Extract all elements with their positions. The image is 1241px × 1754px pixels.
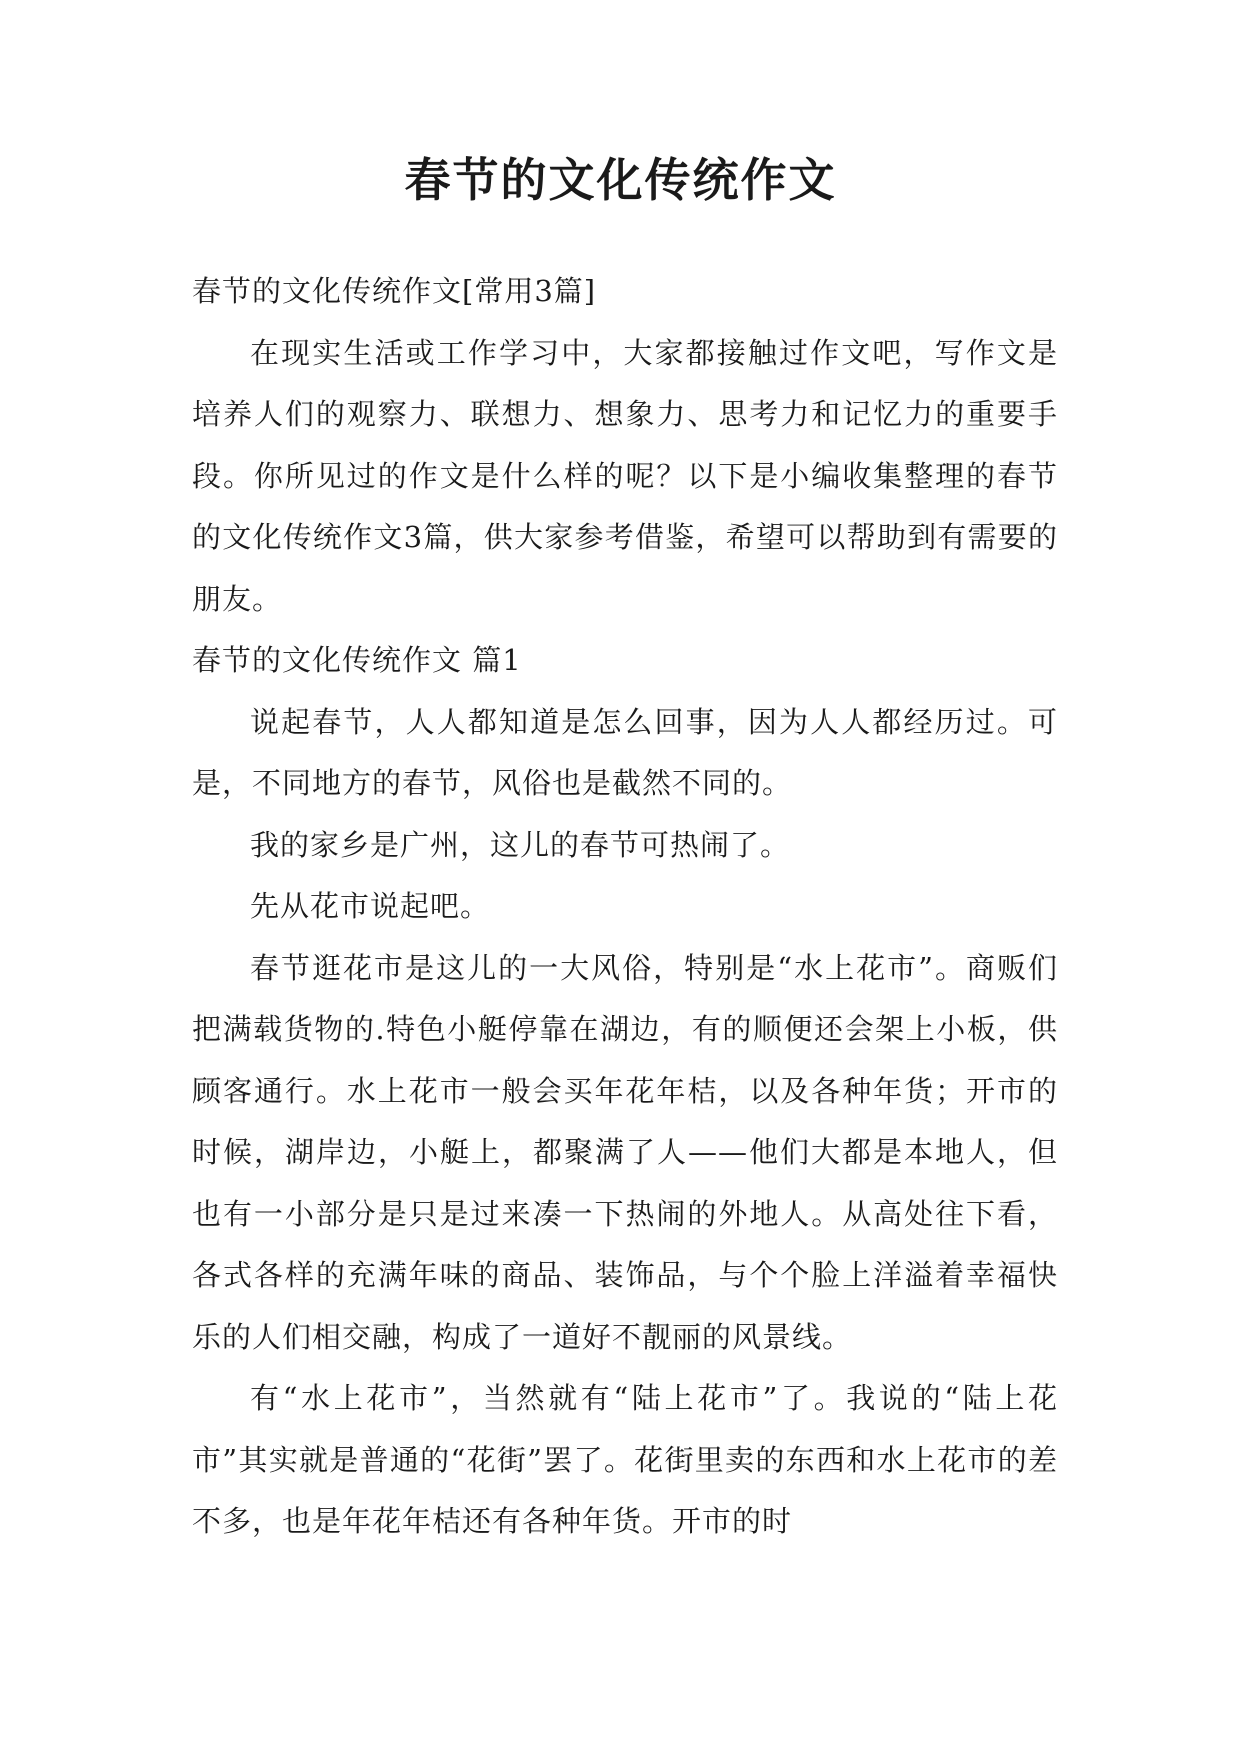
document-title: 春节的文化传统作文 bbox=[404, 153, 837, 207]
paragraph: 春节逛花市是这儿的一大风俗，特别是“水上花市”。商贩们把满载货物的.特色小艇停靠在湖边，有的顺便还会架上小板，供顾客通行。水上花市一般会买年花年桔，以及各种年货；开市的时候，湖岸边，小艇上，都聚满了人——他们大都是本地人，但也有一小部分是只是过来凑一下热闹的外地人。从高处往下看，各式各样的充满年味的商品、装饰品，与个个脸上洋溢着幸福快乐的人们相交融，构成了一道好不靓丽的风景线。 bbox=[192, 950, 1058, 1354]
intro-paragraph: 在现实生活或工作学习中，大家都接触过作文吧，写作文是培养人们的观察力、联想力、想象力、思考力和记忆力的重要手段。你所见过的作文是什么样的呢？以下是小编收集整理的春节的文化传统作文3篇，供大家参考借鉴，希望可以帮助到有需要的朋友。 bbox=[192, 335, 1058, 616]
section-heading: 春节的文化传统作文 篇1 bbox=[192, 643, 522, 677]
paragraph: 我的家乡是广州，这儿的春节可热闹了。 bbox=[250, 827, 791, 862]
paragraph: 说起春节，人人都知道是怎么回事，因为人人都经历过。可是，不同地方的春节，风俗也是截然不同的。 bbox=[192, 704, 1058, 800]
document-subtitle: 春节的文化传统作文[常用3篇] bbox=[192, 274, 597, 308]
document-body bbox=[192, 261, 1058, 1553]
paragraph: 有“水上花市”，当然就有“陆上花市”了。我说的“陆上花市”其实就是普通的“花街”罢了。花街里卖的东西和水上花市的差不多，也是年花年桔还有各种年货。开市的时 bbox=[192, 1381, 1058, 1538]
paragraph: 先从花市说起吧。 bbox=[250, 889, 491, 923]
